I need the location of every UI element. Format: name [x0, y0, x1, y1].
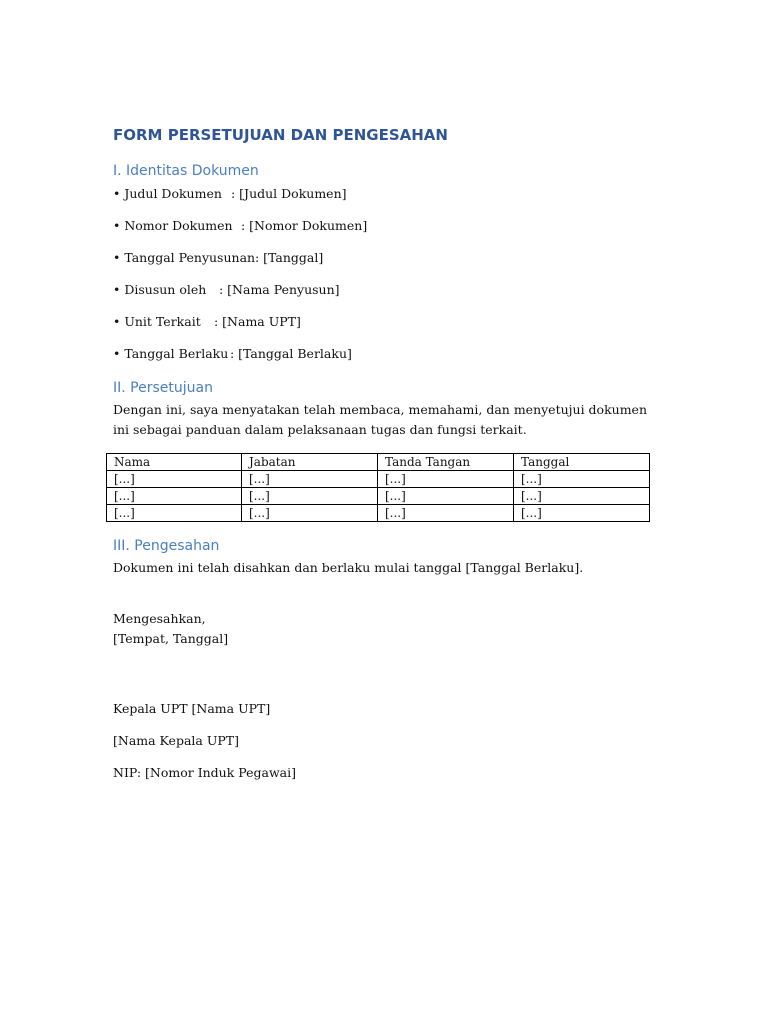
- field-value: : [Tanggal]: [255, 250, 324, 265]
- signer-nip: NIP: [Nomor Induk Pegawai]: [113, 765, 297, 780]
- field-value: : [Nama Penyusun]: [219, 282, 340, 297]
- table-row: [107, 488, 650, 505]
- field-value: : [Nama UPT]: [214, 314, 301, 329]
- table-header-row: [107, 454, 650, 471]
- place-date: [Tempat, Tanggal]: [113, 631, 229, 646]
- field-label: • Nomor Dokumen: [113, 218, 233, 233]
- persetujuan-paragraph: Dengan ini, saya menyatakan telah membaca, memahami, dan menyetujui dokumen ini sebagai panduan dalam pelaksanaan tugas dan fungsi terkait.: [113, 402, 648, 437]
- section-heading-pengesahan: III. Pengesahan: [113, 538, 220, 554]
- table-cell: [...]: [378, 471, 514, 488]
- table-row: [107, 471, 650, 488]
- table-cell: [...]: [378, 505, 514, 522]
- table-cell: [...]: [514, 471, 650, 488]
- signer-name: [Nama Kepala UPT]: [113, 733, 239, 748]
- field-label: • Tanggal Penyusunan: [113, 250, 256, 265]
- document-title: FORM PERSETUJUAN DAN PENGESAHAN: [113, 126, 448, 144]
- field-label: • Judul Dokumen: [113, 186, 222, 201]
- field-judul-dokumen: [113, 184, 347, 204]
- approval-table: [106, 453, 650, 522]
- field-value: : [Tanggal Berlaku]: [230, 346, 352, 361]
- table-cell: [...]: [378, 488, 514, 505]
- field-tanggal-penyusunan: [113, 248, 323, 268]
- field-label: • Disusun oleh: [113, 282, 207, 297]
- section-heading-identitas: I. Identitas Dokumen: [113, 163, 259, 179]
- approval-label: Mengesahkan,: [113, 611, 206, 626]
- table-cell: [...]: [242, 505, 378, 522]
- section-heading-persetujuan: II. Persetujuan: [113, 380, 213, 396]
- column-header-tanggal: Tanggal: [514, 454, 650, 471]
- field-value: : [Nomor Dokumen]: [241, 218, 368, 233]
- field-nomor-dokumen: [113, 216, 367, 236]
- table-cell: [...]: [107, 505, 242, 522]
- column-header-jabatan: Jabatan: [242, 454, 378, 471]
- table-cell: [...]: [514, 505, 650, 522]
- field-disusun-oleh: [113, 280, 340, 300]
- table-cell: [...]: [242, 471, 378, 488]
- field-value: : [Judul Dokumen]: [231, 186, 347, 201]
- column-header-tanda-tangan: Tanda Tangan: [378, 454, 514, 471]
- table-cell: [...]: [514, 488, 650, 505]
- table-row: [107, 505, 650, 522]
- field-label: • Unit Terkait: [113, 314, 201, 329]
- pengesahan-paragraph: Dokumen ini telah disahkan dan berlaku mulai tanggal [Tanggal Berlaku].: [113, 560, 584, 575]
- field-label: • Tanggal Berlaku: [113, 346, 229, 361]
- field-tanggal-berlaku: [113, 344, 352, 364]
- table-cell: [...]: [107, 471, 242, 488]
- table-cell: [...]: [107, 488, 242, 505]
- table-cell: [...]: [242, 488, 378, 505]
- signer-position: Kepala UPT [Nama UPT]: [113, 701, 271, 716]
- column-header-nama: Nama: [107, 454, 242, 471]
- field-unit-terkait: [113, 312, 301, 332]
